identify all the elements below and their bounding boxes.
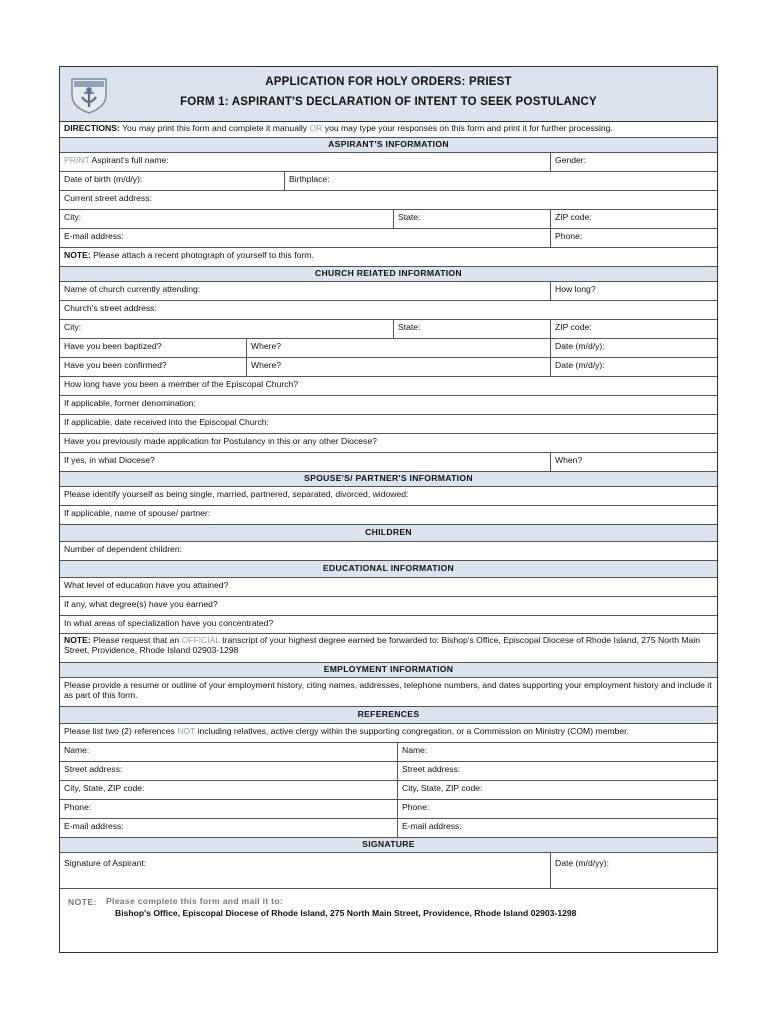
phone-field[interactable]: Phone: — [550, 229, 717, 247]
marital-status-field[interactable]: Please identify yourself as being single, married, partnered, separated, divorced, widowed: — [64, 489, 409, 499]
ref1-phone-field[interactable]: Phone: — [64, 802, 92, 812]
specialization-field[interactable]: In what areas of specialization have you concentrated? — [64, 618, 274, 628]
gender-field[interactable]: Gender: — [550, 153, 717, 171]
confirmed-field[interactable]: Have you been confirmed? — [64, 360, 167, 370]
row-street — [60, 191, 717, 210]
row-marital-status — [60, 487, 717, 506]
section-spouse: SPOUSE'S/ PARTNER'S INFORMATION — [60, 472, 717, 487]
footer-note-line1: Please complete this form and mail it to: — [106, 896, 284, 906]
row-email — [60, 229, 717, 248]
ref2-phone-field[interactable]: Phone: — [397, 800, 717, 818]
church-city-field[interactable]: City: — [64, 322, 82, 332]
ref2-street-field[interactable]: Street address: — [397, 762, 717, 780]
baptized-where-field[interactable]: Where? — [246, 339, 550, 357]
row-church-name — [60, 282, 717, 301]
row-ref-name — [60, 743, 717, 762]
ref1-csz-field[interactable]: City, State, ZIP code: — [64, 783, 145, 793]
full-name-field[interactable]: PRINT Aspirant's full name: — [64, 155, 169, 165]
row-city — [60, 210, 717, 229]
confirmed-date-field[interactable]: Date (m/d/y): — [550, 358, 717, 376]
directions-row: DIRECTIONS: You may print this form and complete it manually OR you may type your responses on this form and print it for further processing. — [60, 121, 717, 138]
baptized-field[interactable]: Have you been baptized? — [64, 341, 162, 351]
row-degrees — [60, 597, 717, 616]
row-dob — [60, 172, 717, 191]
footer-note-label: NOTE: — [68, 897, 97, 907]
section-aspirant: ASPIRANT'S INFORMATION — [60, 138, 717, 153]
row-church-street — [60, 301, 717, 320]
section-references: REFERENCES — [60, 707, 717, 724]
city-field[interactable]: City: — [64, 212, 82, 222]
signature-field[interactable]: Signature of Aspirant: — [64, 858, 147, 868]
dob-field[interactable]: Date of birth (m/d/y): — [64, 174, 143, 184]
ref1-street-field[interactable]: Street address: — [64, 764, 123, 774]
how-long-field[interactable]: How long? — [550, 282, 717, 300]
spouse-name-field[interactable]: If applicable, name of spouse/ partner: — [64, 508, 211, 518]
row-confirmed — [60, 358, 717, 377]
email-field[interactable]: E-mail address: — [64, 231, 124, 241]
application-form — [59, 66, 718, 953]
row-children-count — [60, 542, 717, 561]
prev-application-field[interactable]: Have you previously made application for Postulancy in this or any other Diocese? — [64, 436, 377, 446]
employment-instructions: Please provide a resume or outline of your employment history, citing names, addresses, telephone numbers, and dates supporting your employment history and include it as part of this form. — [64, 680, 712, 700]
row-date-received — [60, 415, 717, 434]
section-employment: EMPLOYMENT INFORMATION — [60, 663, 717, 678]
row-education-level — [60, 578, 717, 597]
section-education: EDUCATIONAL INFORMATION — [60, 561, 717, 578]
row-which-diocese — [60, 453, 717, 472]
row-signature — [60, 853, 717, 889]
former-denomination-field[interactable]: If applicable, former denomination: — [64, 398, 196, 408]
ref1-name-field[interactable]: Name: — [64, 745, 90, 755]
row-employment — [60, 678, 717, 707]
row-ref-phone — [60, 800, 717, 819]
row-baptized — [60, 339, 717, 358]
street-address-field[interactable]: Current street address: — [64, 193, 152, 203]
ref2-csz-field[interactable]: City, State, ZIP code: — [397, 781, 717, 799]
section-signature: SIGNATURE — [60, 838, 717, 853]
church-street-field[interactable]: Church's street address: — [64, 303, 157, 313]
church-state-field[interactable]: State: — [393, 320, 550, 338]
ref2-name-field[interactable]: Name: — [397, 743, 717, 761]
directions-label: DIRECTIONS: — [64, 123, 120, 133]
row-church-city — [60, 320, 717, 339]
church-zip-field[interactable]: ZIP code: — [550, 320, 717, 338]
ref2-email-field[interactable]: E-mail address: — [397, 819, 717, 837]
row-ref-email — [60, 819, 717, 838]
state-field[interactable]: State: — [393, 210, 550, 228]
row-prev-application — [60, 434, 717, 453]
row-ref-street — [60, 762, 717, 781]
row-transcript-note: NOTE: Please request that an OFFICIAL transcript of your highest degree earned be forwarded to: Bishop's Office, Episcopal Diocese of Rhode Island, 275 North Main Street, Providence, Rhode Island 02903-1298 — [60, 634, 717, 663]
when-field[interactable]: When? — [550, 453, 717, 471]
row-references-intro: Please list two (2) references NOT including relatives, active clergy within the supporting congregation, or a Commission on Ministry (COM) member. — [60, 724, 717, 743]
row-member-how-long — [60, 377, 717, 396]
form-subtitle: FORM 1: ASPIRANT'S DECLARATION OF INTENT TO SEEK POSTULANCY — [180, 96, 597, 108]
member-how-long-field[interactable]: How long have you been a member of the Episcopal Church? — [64, 379, 299, 389]
form-header — [60, 67, 717, 122]
date-received-field[interactable]: If applicable, date received into the Episcopal Church: — [64, 417, 269, 427]
baptized-date-field[interactable]: Date (m/d/y): — [550, 339, 717, 357]
row-ref-csz — [60, 781, 717, 800]
row-former-denomination — [60, 396, 717, 415]
children-count-field[interactable]: Number of dependent children: — [64, 544, 183, 554]
zip-field[interactable]: ZIP code: — [550, 210, 717, 228]
confirmed-where-field[interactable]: Where? — [246, 358, 550, 376]
form-title: APPLICATION FOR HOLY ORDERS: PRIEST — [265, 76, 512, 88]
which-diocese-field[interactable]: If yes, in what Diocese? — [64, 455, 155, 465]
education-level-field[interactable]: What level of education have you attained? — [64, 580, 229, 590]
footer-note — [60, 889, 717, 952]
church-name-field[interactable]: Name of church currently attending: — [64, 284, 201, 294]
birthplace-field[interactable]: Birthplace: — [284, 172, 717, 190]
row-full-name — [60, 153, 717, 172]
ref1-email-field[interactable]: E-mail address: — [64, 821, 124, 831]
section-church: CHURCH REIATED INFORMATION — [60, 267, 717, 282]
row-spouse-name — [60, 506, 717, 525]
row-specialization — [60, 616, 717, 634]
footer-note-address: Bishop's Office, Episcopal Diocese of Rhode Island, 275 North Main Street, Providence, Rhode Island 02903-1298 — [115, 908, 577, 918]
signature-date-field[interactable]: Date (m/d/yy): — [550, 853, 717, 888]
degrees-field[interactable]: If any, what degree(s) have you earned? — [64, 599, 218, 609]
row-photo-note: NOTE: Please attach a recent photograph of yourself to this form. — [60, 248, 717, 267]
section-children: CHILDREN — [60, 525, 717, 542]
